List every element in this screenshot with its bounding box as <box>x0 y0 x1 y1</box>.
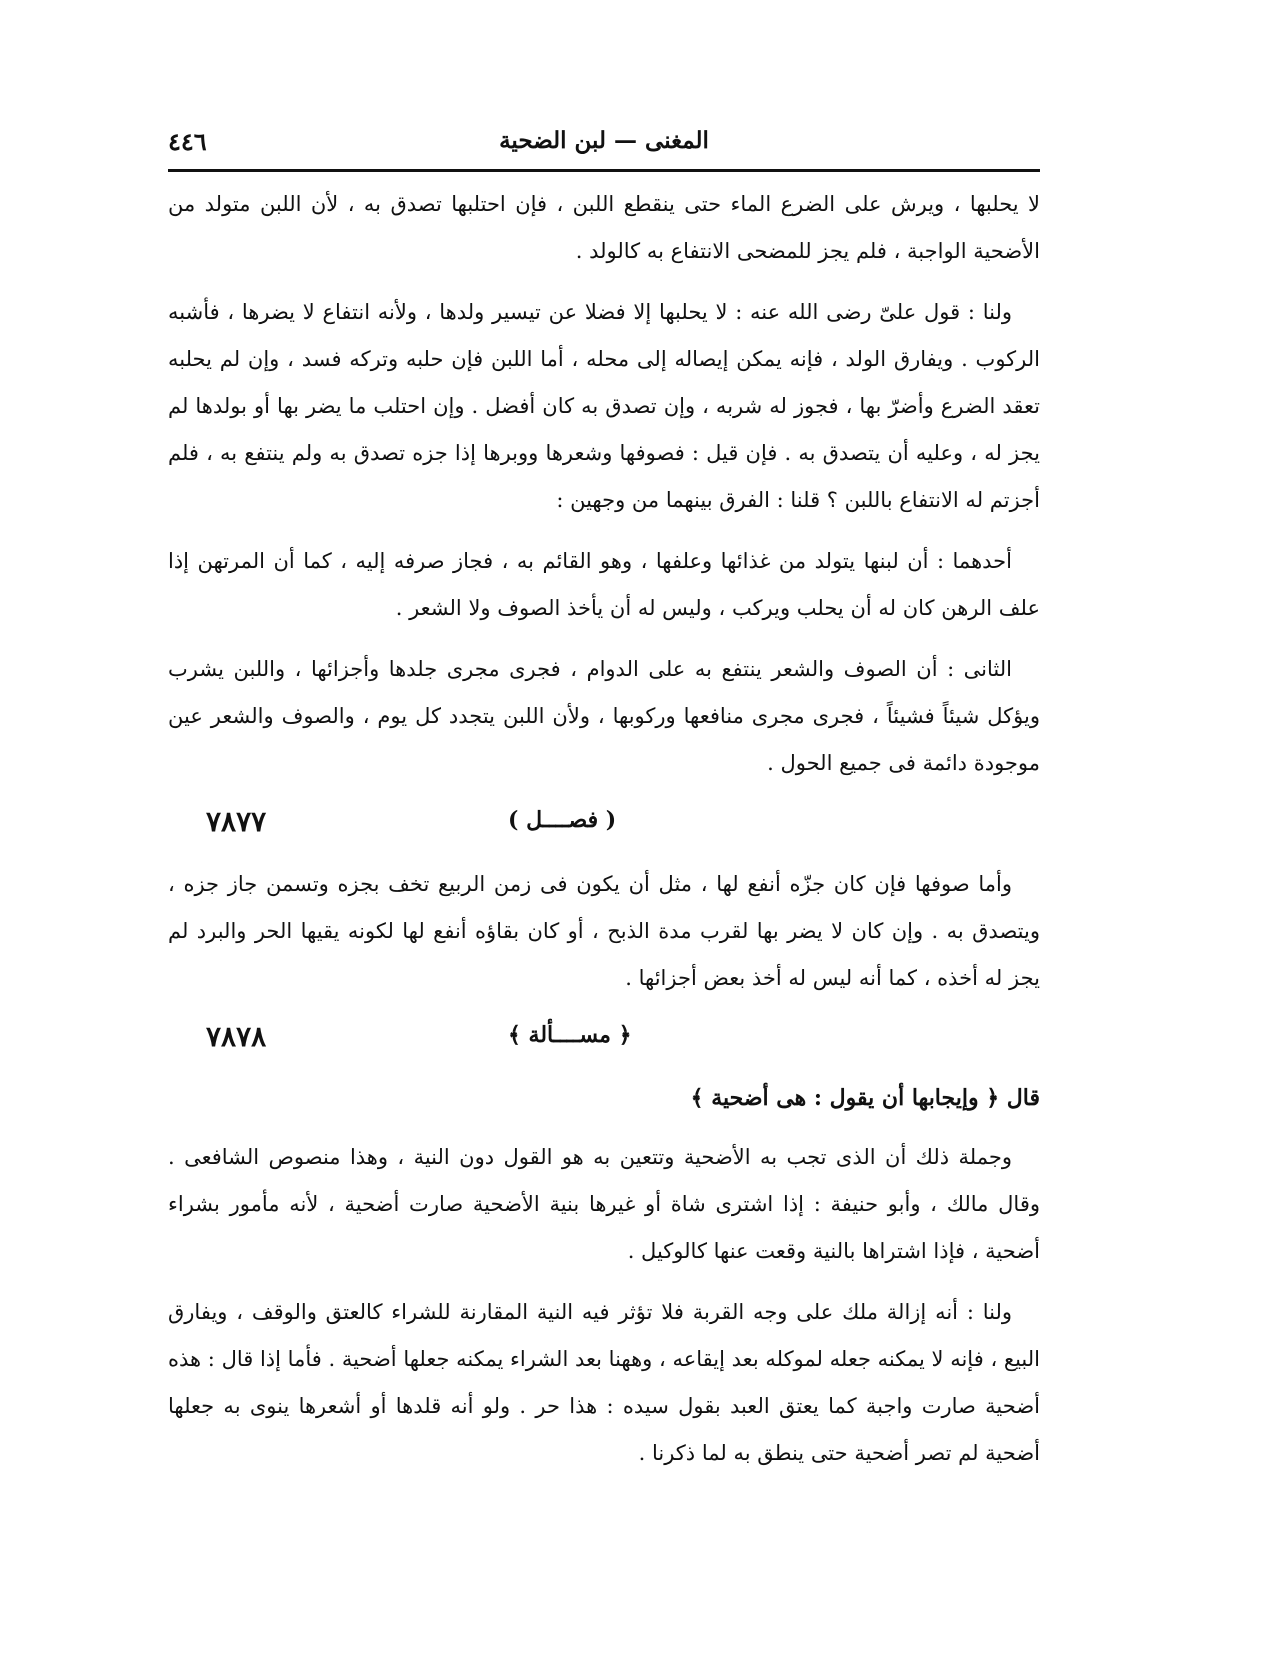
book-page <box>168 115 1040 1635</box>
header-rule <box>168 169 1040 172</box>
section-heading-fasl <box>168 801 1040 853</box>
paragraph: لا يحلبها ، ويرش على الضرع الماء حتى ينقطع اللبن ، فإن احتلبها تصدق به ، لأن اللبن متولد من الأضحية الواجبة ، فلم يجز للمضحى الانتفاع به كالولد . <box>168 192 1040 263</box>
page-header <box>168 115 1040 171</box>
paragraph: وأما صوفها فإن كان جزّه أنفع لها ، مثل أن يكون فى زمن الربيع تخف بجزه وتسمن جاز جزه ، ويتصدق به . وإن كان لا يضر بها لقرب مدة الذبح ، أو كان بقاؤه أنفع لها لكونه يقيها الحر والبرد لم يجز له أخذه ، كما أنه ليس له أخذ بعض أجزائها . <box>168 872 1040 990</box>
paragraph: أحدهما : أن لبنها يتولد من غذائها وعلفها ، وهو القائم به ، فجاز صرفه إليه ، كما أن المرتهن إذا علف الرهن كان له أن يحلب ويركب ، وليس له أن يأخذ الصوف ولا الشعر . <box>168 549 1040 620</box>
page-number: ٤٤٦ <box>168 127 207 156</box>
paragraph: الثانى : أن الصوف والشعر ينتفع به على الدوام ، فجرى مجرى جلدها وأجزائها ، واللبن يشرب ويؤكل شيئاً فشيئاً ، فجرى مجرى منافعها وركوبها ، ولأن اللبن يتجدد كل يوم ، والصوف والشعر عين موجودة دائمة فى جميع الحول . <box>168 657 1040 775</box>
paragraph: ولنا : قول علىّ رضى الله عنه : لا يحلبها إلا فضلا عن تيسير ولدها ، ولأنه انتفاع لا يضرها ، فأشبه الركوب . ويفارق الولد ، فإنه يمكن إيصاله إلى محله ، أما اللبن فإن حلبه وتركه فسد ، وإن لم يحلبه تعقد الضرع وأضرّ بها ، فجوز له شربه ، وإن تصدق به كان أفضل . وإن احتلب ما يضر بها أو بولدها لم يجز له ، وعليه أن يتصدق به . فإن قيل : فصوفها وشعرها ووبرها إذا جزه تصدق به ولم ينتفع به ، فلم أجزتم له الانتفاع باللبن ؟ قلنا : الفرق بينهما من وجهين : <box>168 300 1040 512</box>
section-number: ٧٨٧٧ <box>206 805 267 838</box>
section-number: ٧٨٧٨ <box>206 1020 267 1053</box>
section-heading-masala <box>168 1016 1040 1068</box>
page-body <box>168 171 1040 1477</box>
section-title: ( فصــــل ) <box>508 807 617 833</box>
paragraph: ولنا : أنه إزالة ملك على وجه القربة فلا تؤثر فيه النية المقارنة للشراء كالعتق والوقف ، ويفارق البيع ، فإنه لا يمكنه جعله لموكله بعد إيقاعه ، وههنا بعد الشراء يمكنه جعلها أضحية . فأما إذا قال : هذه أضحية صارت واجبة كما يعتق العبد بقول سيده : هذا حر . ولو أنه قلدها أو أشعرها ينوى به جعلها أضحية لم تصر أضحية حتى ينطق به لما ذكرنا . <box>168 1300 1040 1465</box>
running-head: المغنى — لبن الضحية <box>499 127 709 154</box>
section-title: ﴿ مســــألة ﴾ <box>508 1022 632 1048</box>
paragraph: وجملة ذلك أن الذى تجب به الأضحية وتتعين به هو القول دون النية ، وهذا منصوص الشافعى . وقال مالك ، وأبو حنيفة : إذا اشترى شاة أو غيرها بنية الأضحية صارت أضحية ، لأنه مأمور بشراء أضحية ، فإذا اشتراها بالنية وقعت عنها كالوكيل . <box>168 1145 1040 1263</box>
qal-statement: قال ﴿ وإيجابها أن يقول : هى أضحية ﴾ <box>690 1085 1040 1111</box>
